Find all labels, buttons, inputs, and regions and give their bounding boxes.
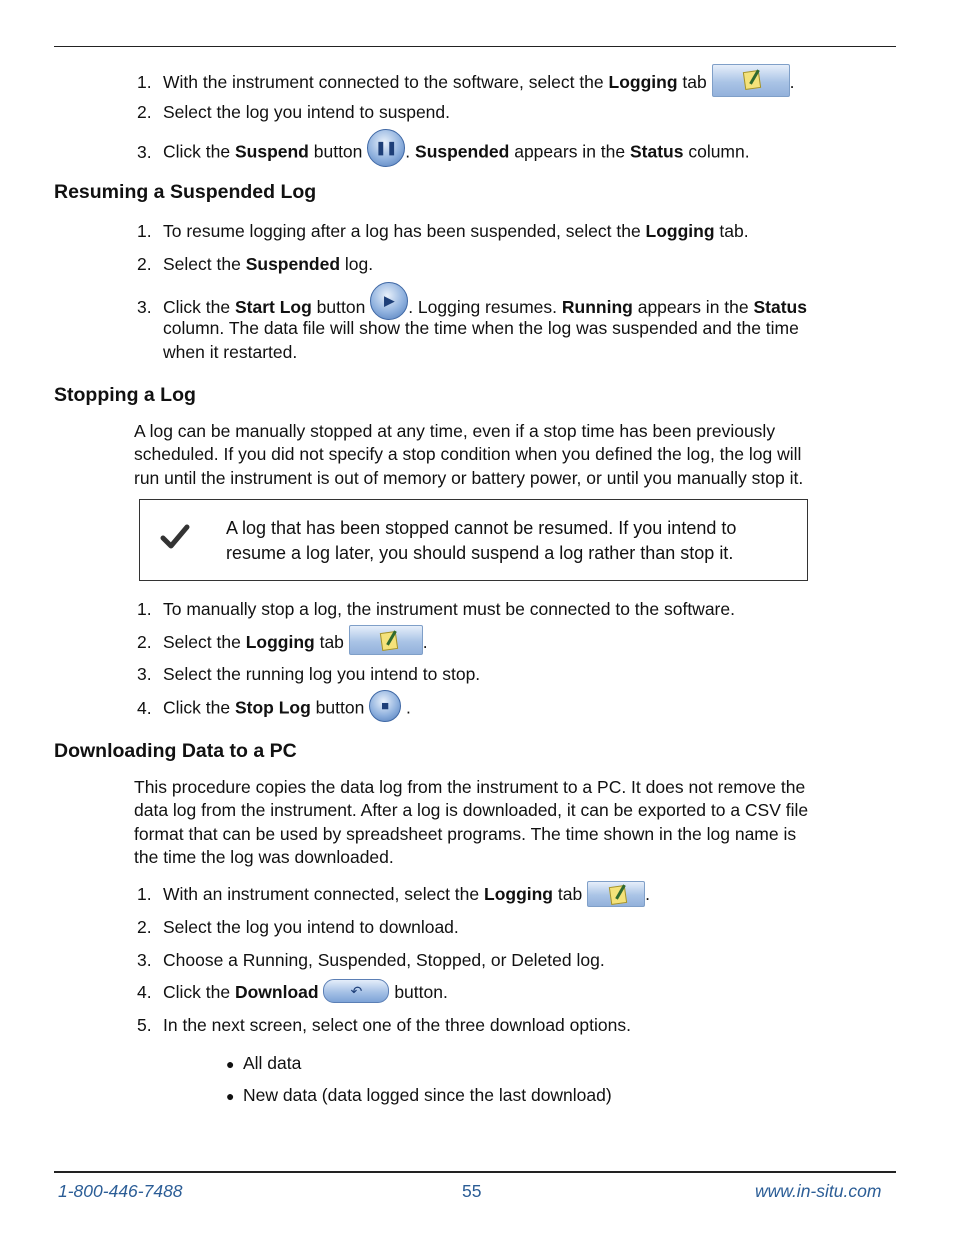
play-icon: ▶	[370, 282, 408, 320]
list-item: 3. Click the Suspend button ❚❚ . Suspended appears in the Status column.	[137, 139, 877, 167]
paragraph: This procedure copies the data log from the instrument to a PC. It does not remove the data log from the instrument. After a log is downloaded, it can be exported to a CSV file format that can be used by spreadsheet programs. The time shown in the log name is the time the log was downloaded.	[134, 777, 809, 867]
list-item: 3. Choose a Running, Suspended, Stopped, or Deleted log.	[137, 950, 605, 970]
logging-tab-icon	[712, 64, 790, 97]
section-heading-resume: Resuming a Suspended Log	[54, 181, 317, 203]
section-heading-download: Downloading Data to a PC	[54, 740, 297, 762]
footer-rule	[54, 1171, 896, 1173]
footer-phone: 1-800-446-7488	[58, 1181, 183, 1201]
footer-website-link[interactable]: www.in-situ.com	[755, 1181, 882, 1201]
list-item: 4. Click the Stop Log button ■ .	[137, 696, 877, 722]
list-item-continuation: when it restarted.	[163, 342, 298, 362]
stop-icon: ■	[369, 690, 401, 722]
bullet-item: ● All data	[226, 1053, 302, 1073]
list-item: 3. Click the Start Log button ▶ . Logging resumes. Running appears in the Status	[137, 296, 877, 320]
list-item-continuation: column. The data file will show the time when the log was suspended and the time	[163, 318, 799, 338]
download-icon: ↶	[323, 979, 389, 1003]
list-item: 1. With the instrument connected to the software, select the Logging tab .	[137, 70, 877, 97]
list-item: 5. In the next screen, select one of the three download options.	[137, 1015, 631, 1035]
list-item: 2. Select the log you intend to suspend.	[137, 102, 451, 122]
list-item: 3. Select the running log you intend to stop.	[137, 664, 481, 684]
list-item: 2. Select the Logging tab .	[137, 631, 877, 655]
logging-tab-icon	[349, 625, 423, 655]
pause-icon: ❚❚	[367, 129, 405, 167]
list-item: 4. Click the Download ↶ button.	[137, 981, 877, 1003]
note-text: A log that has been stopped cannot be resumed. If you intend to resume a log later, you should suspend a log rather than stop it.	[226, 518, 737, 563]
page-number: 55	[462, 1181, 482, 1201]
list-item: 2. Select the Suspended log.	[137, 254, 374, 274]
bullet-item: ● New data (data logged since the last download)	[226, 1085, 612, 1105]
section-heading-stop: Stopping a Log	[54, 384, 196, 406]
checkmark-icon	[160, 522, 190, 552]
paragraph: A log can be manually stopped at any time, even if a stop time has been previously scheduled. If you did not specify a stop condition when you defined the log, the log will run until the instrument is out of memory or battery power, or until you manually stop it.	[134, 421, 804, 488]
list-item: 1. To resume logging after a log has been suspended, select the Logging tab.	[137, 221, 749, 241]
list-item: 2. Select the log you intend to download.	[137, 917, 459, 937]
logging-tab-icon	[587, 881, 645, 907]
list-item: 1. To manually stop a log, the instrument must be connected to the software.	[137, 599, 735, 619]
note-box	[139, 499, 808, 581]
list-item: 1. With an instrument connected, select the Logging tab .	[137, 883, 877, 907]
header-rule	[54, 46, 896, 47]
